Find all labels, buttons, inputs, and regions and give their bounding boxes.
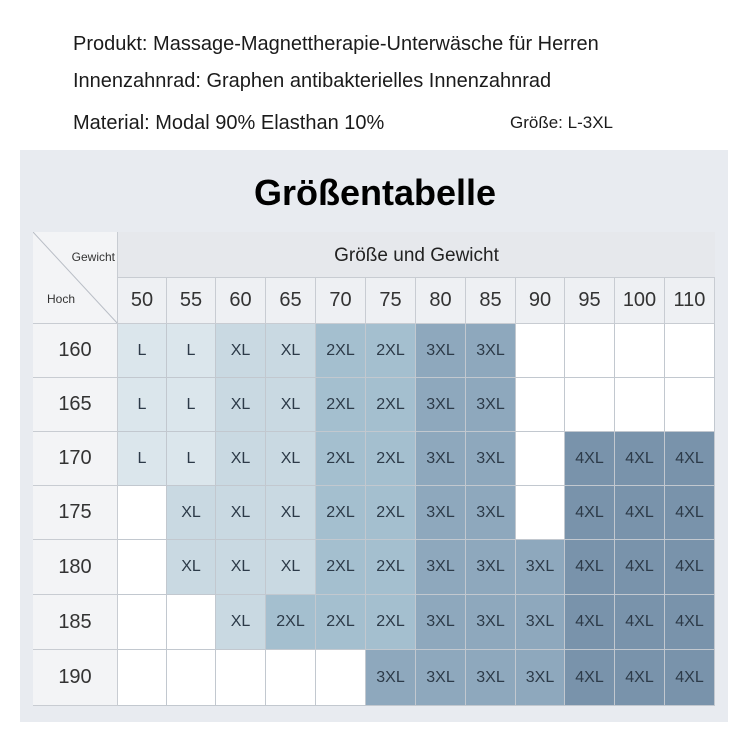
size-cell: XL xyxy=(266,540,316,595)
size-cell: 2XL xyxy=(316,595,366,650)
size-cell: XL xyxy=(266,378,316,432)
size-cell: 4XL xyxy=(665,432,715,486)
weight-header-cell: 70 xyxy=(316,278,366,324)
size-cell: 4XL xyxy=(565,432,615,486)
size-cell: 2XL xyxy=(316,378,366,432)
size-cell: 3XL xyxy=(466,486,516,540)
height-header-cell: 180 xyxy=(33,540,118,595)
height-header-cell: 165 xyxy=(33,378,118,432)
size-cell xyxy=(167,650,216,706)
weight-header-cell: 60 xyxy=(216,278,266,324)
weight-header-cell: 75 xyxy=(366,278,416,324)
inner-gear-line: Innenzahnrad: Graphen antibakterielles Innenzahnrad xyxy=(73,70,552,92)
size-cell xyxy=(615,324,665,378)
size-cell: 3XL xyxy=(416,595,466,650)
size-cell xyxy=(118,486,167,540)
size-cell xyxy=(565,378,615,432)
size-cell: 3XL xyxy=(466,378,516,432)
table-header xyxy=(118,232,715,278)
size-cell: 3XL xyxy=(416,650,466,706)
size-cell: XL xyxy=(216,486,266,540)
weight-header-cell: 80 xyxy=(416,278,466,324)
weight-header-cell: 85 xyxy=(466,278,516,324)
height-header-cell: 170 xyxy=(33,432,118,486)
size-cell xyxy=(516,486,565,540)
weight-header-cell: 50 xyxy=(118,278,167,324)
size-cell: XL xyxy=(216,324,266,378)
size-cell: L xyxy=(118,432,167,486)
size-cell: 3XL xyxy=(416,432,466,486)
size-cell: XL xyxy=(216,595,266,650)
size-cell: XL xyxy=(167,486,216,540)
size-cell: 4XL xyxy=(615,432,665,486)
size-cell: XL xyxy=(216,432,266,486)
size-cell xyxy=(565,324,615,378)
size-cell xyxy=(665,378,715,432)
size-cell: 3XL xyxy=(466,540,516,595)
size-cell: 3XL xyxy=(516,650,565,706)
size-cell xyxy=(167,595,216,650)
size-cell xyxy=(615,378,665,432)
size-cell: 4XL xyxy=(665,650,715,706)
size-cell: 2XL xyxy=(366,432,416,486)
size-cell: 3XL xyxy=(366,650,416,706)
size-cell: 2XL xyxy=(366,595,416,650)
size-cell: 2XL xyxy=(316,540,366,595)
size-cell: 2XL xyxy=(366,324,416,378)
size-cell: 2XL xyxy=(316,324,366,378)
corner-height-label: Hoch xyxy=(47,292,76,306)
size-cell xyxy=(316,650,366,706)
size-cell: 4XL xyxy=(615,650,665,706)
size-cell: 3XL xyxy=(516,540,565,595)
size-cell: XL xyxy=(266,486,316,540)
size-cell: 3XL xyxy=(466,595,516,650)
size-cell xyxy=(516,432,565,486)
size-cell: 2XL xyxy=(366,378,416,432)
size-cell: L xyxy=(118,378,167,432)
material-line: Material: Modal 90% Elasthan 10% xyxy=(73,112,385,134)
size-cell: 2XL xyxy=(366,540,416,595)
size-cell: XL xyxy=(216,540,266,595)
size-cell: L xyxy=(118,324,167,378)
weight-header-cell: 55 xyxy=(167,278,216,324)
size-cell: 3XL xyxy=(466,324,516,378)
size-cell: 4XL xyxy=(615,595,665,650)
size-cell: 4XL xyxy=(565,540,615,595)
size-table xyxy=(33,232,715,706)
weight-header-cell: 110 xyxy=(665,278,715,324)
size-cell: L xyxy=(167,378,216,432)
height-header-cell: 190 xyxy=(33,650,118,706)
size-cell xyxy=(118,540,167,595)
size-cell: 2XL xyxy=(266,595,316,650)
chart-title: Größentabelle xyxy=(253,172,497,213)
size-cell xyxy=(266,650,316,706)
weight-header-cell: 100 xyxy=(615,278,665,324)
size-range: Größe: L-3XL xyxy=(510,113,613,132)
size-cell xyxy=(516,324,565,378)
height-header-cell: 185 xyxy=(33,595,118,650)
size-cell: 3XL xyxy=(516,595,565,650)
size-cell: 3XL xyxy=(416,486,466,540)
size-cell: 4XL xyxy=(565,486,615,540)
height-header-cell: 175 xyxy=(33,486,118,540)
size-cell: 4XL xyxy=(665,486,715,540)
size-cell: 3XL xyxy=(416,540,466,595)
size-cell xyxy=(516,378,565,432)
size-cell xyxy=(665,324,715,378)
corner-diagonal xyxy=(33,232,118,324)
size-cell: 3XL xyxy=(416,378,466,432)
size-cell: 3XL xyxy=(466,432,516,486)
corner-weight-label: Gewicht xyxy=(71,250,115,264)
size-cell xyxy=(118,650,167,706)
size-cell: 4XL xyxy=(615,486,665,540)
size-cell: XL xyxy=(167,540,216,595)
size-cell: XL xyxy=(216,378,266,432)
size-cell: 3XL xyxy=(416,324,466,378)
table-header-label: Größe und Gewicht xyxy=(334,245,499,266)
size-cell: 3XL xyxy=(466,650,516,706)
product-line: Produkt: Massage-Magnettherapie-Unterwäsche für Herren xyxy=(73,33,599,55)
size-cell: L xyxy=(167,324,216,378)
size-cell: 2XL xyxy=(366,486,416,540)
size-cell: 4XL xyxy=(615,540,665,595)
size-cell: 4XL xyxy=(665,540,715,595)
size-cell: 4XL xyxy=(565,650,615,706)
table-corner xyxy=(33,232,118,324)
size-cell xyxy=(216,650,266,706)
height-header-cell: 160 xyxy=(33,324,118,378)
size-cell: L xyxy=(167,432,216,486)
size-cell: XL xyxy=(266,324,316,378)
size-cell: XL xyxy=(266,432,316,486)
weight-header-cell: 65 xyxy=(266,278,316,324)
weight-header-cell: 95 xyxy=(565,278,615,324)
size-cell: 4XL xyxy=(665,595,715,650)
size-cell: 2XL xyxy=(316,486,366,540)
size-cell: 4XL xyxy=(565,595,615,650)
size-cell: 2XL xyxy=(316,432,366,486)
weight-header-cell: 90 xyxy=(516,278,565,324)
size-cell xyxy=(118,595,167,650)
